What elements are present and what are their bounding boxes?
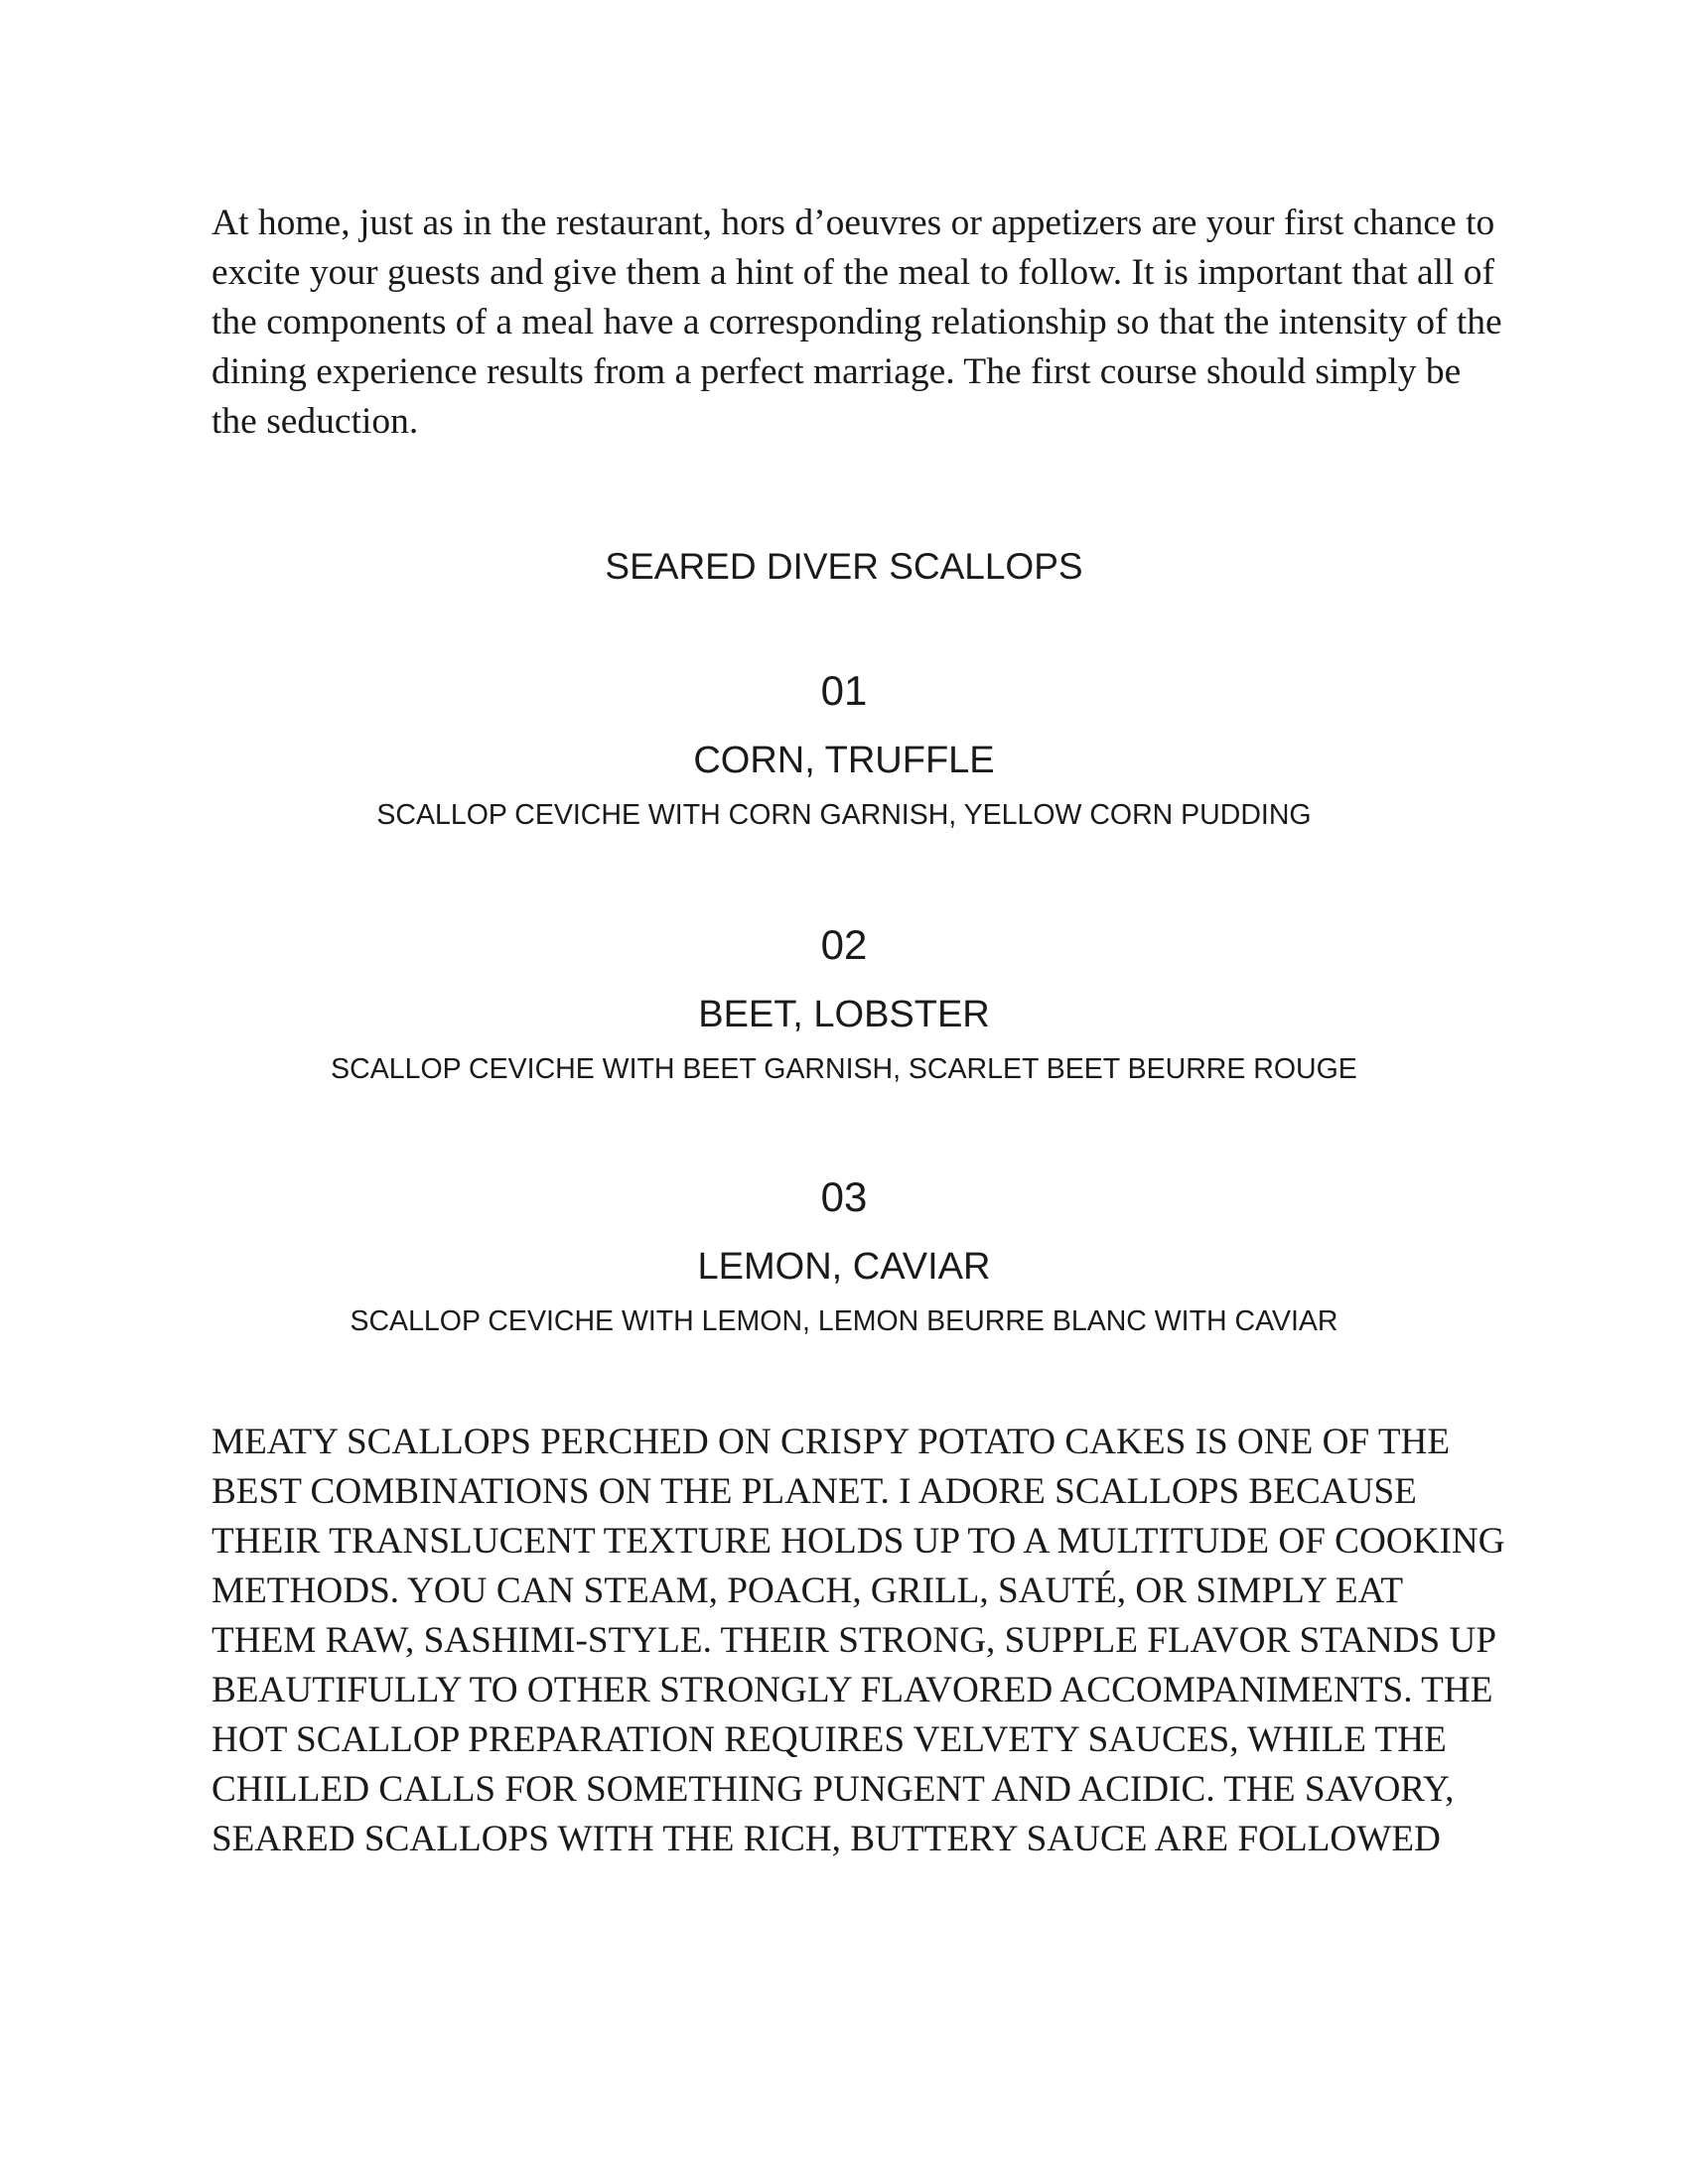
variation-description: SCALLOP CEVICHE WITH CORN GARNISH, YELLOW CORN PUDDING	[376, 799, 1312, 831]
variation-description: SCALLOP CEVICHE WITH LEMON, LEMON BEURRE BLANC WITH CAVIAR	[350, 1305, 1338, 1337]
variation-number: 02	[820, 921, 868, 968]
variation-number: 01	[820, 667, 868, 714]
variation-01	[0, 666, 1688, 833]
variation-02	[0, 920, 1688, 1087]
variation-description: SCALLOP CEVICHE WITH BEET GARNISH, SCARLET BEET BEURRE ROUGE	[331, 1053, 1357, 1085]
intro-paragraph: At home, just as in the restaurant, hors d’oeuvres or appetizers are your first chance to excite your guests and give them a hint of the meal to follow. It is important that all of the components of a meal have a corresponding relationship so that the intensity of the dining experience results from a perfect marriage. The first course should simply be the seduction.	[211, 203, 1502, 442]
essay-paragraph: MEATY SCALLOPS PERCHED ON CRISPY POTATO CAKES IS ONE OF THE BEST COMBINATIONS ON THE PLANET. I ADORE SCALLOPS BECAUSE THEIR TRANSLUCENT TEXTURE HOLDS UP TO A MULTITUDE OF COOKING METHODS. YOU CAN STEAM, POACH, GRILL, SAUTÉ, OR SIMPLY EAT THEM RAW, SASHIMI-STYLE. THEIR STRONG, SUPPLE FLAVOR STANDS UP BEAUTIFULLY TO OTHER STRONGLY FLAVORED ACCOMPANIMENTS. THE HOT SCALLOP PREPARATION REQUIRES VELVETY SAUCES, WHILE THE CHILLED CALLS FOR SOMETHING PUNGENT AND ACIDIC. THE SAVORY, SEARED SCALLOPS WITH THE RICH, BUTTERY SAUCE ARE FOLLOWED	[211, 1422, 1505, 1859]
variation-name: CORN, TRUFFLE	[693, 740, 995, 781]
variation-03	[0, 1172, 1688, 1339]
recipe-title: SEARED DIVER SCALLOPS	[605, 546, 1083, 587]
variation-number: 03	[820, 1173, 868, 1220]
variation-name: LEMON, CAVIAR	[697, 1246, 991, 1288]
variation-name: BEET, LOBSTER	[698, 994, 990, 1035]
